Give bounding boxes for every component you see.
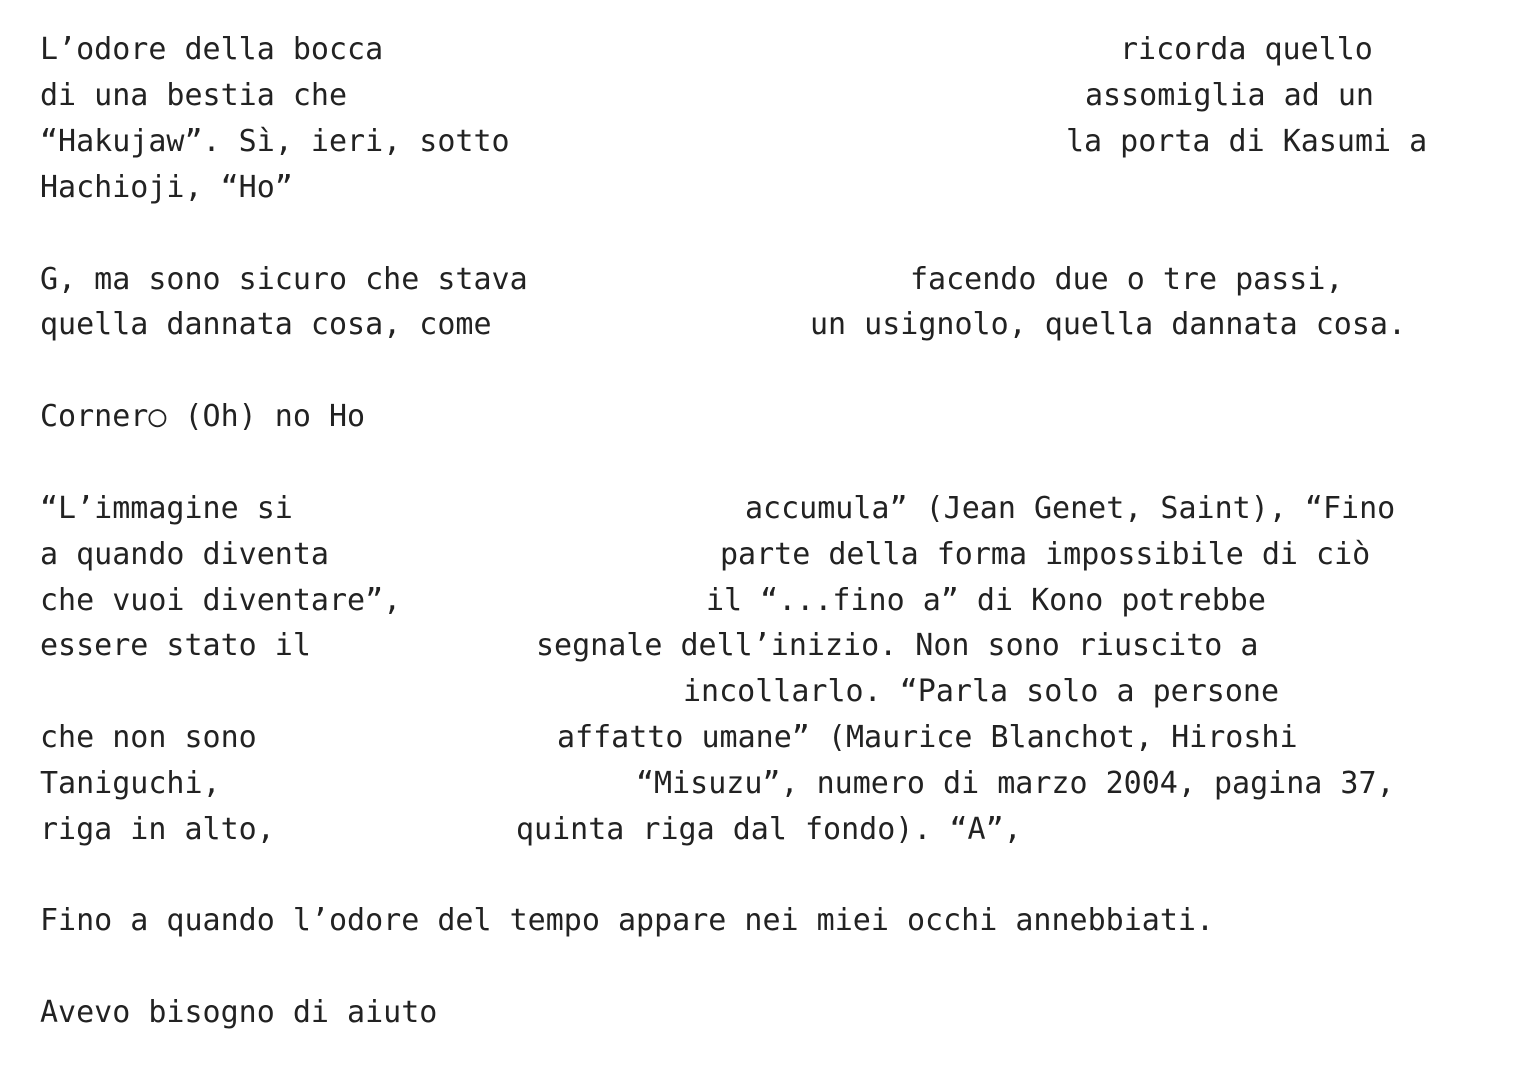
poem-line-segment: Taniguchi, <box>40 766 221 801</box>
poem-line-segment: di una bestia che <box>40 78 348 113</box>
poem-line-segment: Corner○ (Oh) no Ho <box>40 399 366 434</box>
poem-line-segment: incollarlo. “Parla solo a persone <box>683 674 1280 709</box>
poem-line-segment: segnale dell’inizio. Non sono riuscito a <box>536 628 1259 663</box>
poem-line-segment: accumula” (Jean Genet, Saint), “Fino <box>745 491 1396 526</box>
poem-line-segment: ricorda quello <box>1120 32 1373 67</box>
poem-line-segment: essere stato il <box>40 628 311 663</box>
poem-line-segment: Avevo bisogno di aiuto <box>40 995 438 1030</box>
poem-line-segment: parte della forma impossibile di ciò <box>720 537 1371 572</box>
poem-line-segment: riga in alto, <box>40 812 275 847</box>
poem-line-segment: “Hakujaw”. Sì, ieri, sotto <box>40 124 510 159</box>
poem-line-segment: “Misuzu”, numero di marzo 2004, pagina 37, <box>636 766 1395 801</box>
poem-line-segment: un usignolo, quella dannata cosa. <box>810 307 1407 342</box>
poem-line-segment: assomiglia ad un <box>1085 78 1374 113</box>
poem-line-segment: quella dannata cosa, come <box>40 307 492 342</box>
poem-line-segment: che non sono <box>40 720 257 755</box>
poem-line-segment: che vuoi diventare”, <box>40 583 402 618</box>
poem-line-segment: affatto umane” (Maurice Blanchot, Hiroshi <box>557 720 1298 755</box>
poem-line-segment: G, ma sono sicuro che stava <box>40 262 528 297</box>
poem-line-segment: “L’immagine si <box>40 491 293 526</box>
poem-line-segment: facendo due o tre passi, <box>910 262 1344 297</box>
poem-line-segment: a quando diventa <box>40 537 329 572</box>
poem-line-segment: la porta di Kasumi a <box>1066 124 1428 159</box>
poem-line-segment: Hachioji, “Ho” <box>40 170 293 205</box>
poem-line-segment: L’odore della bocca <box>40 32 384 67</box>
poem-line-segment: il “...fino a” di Kono potrebbe <box>706 583 1266 618</box>
poem-line-segment: Fino a quando l’odore del tempo appare nei miei occhi annebbiati. <box>40 903 1214 938</box>
poem-line-segment: quinta riga dal fondo). “A”, <box>516 812 1022 847</box>
